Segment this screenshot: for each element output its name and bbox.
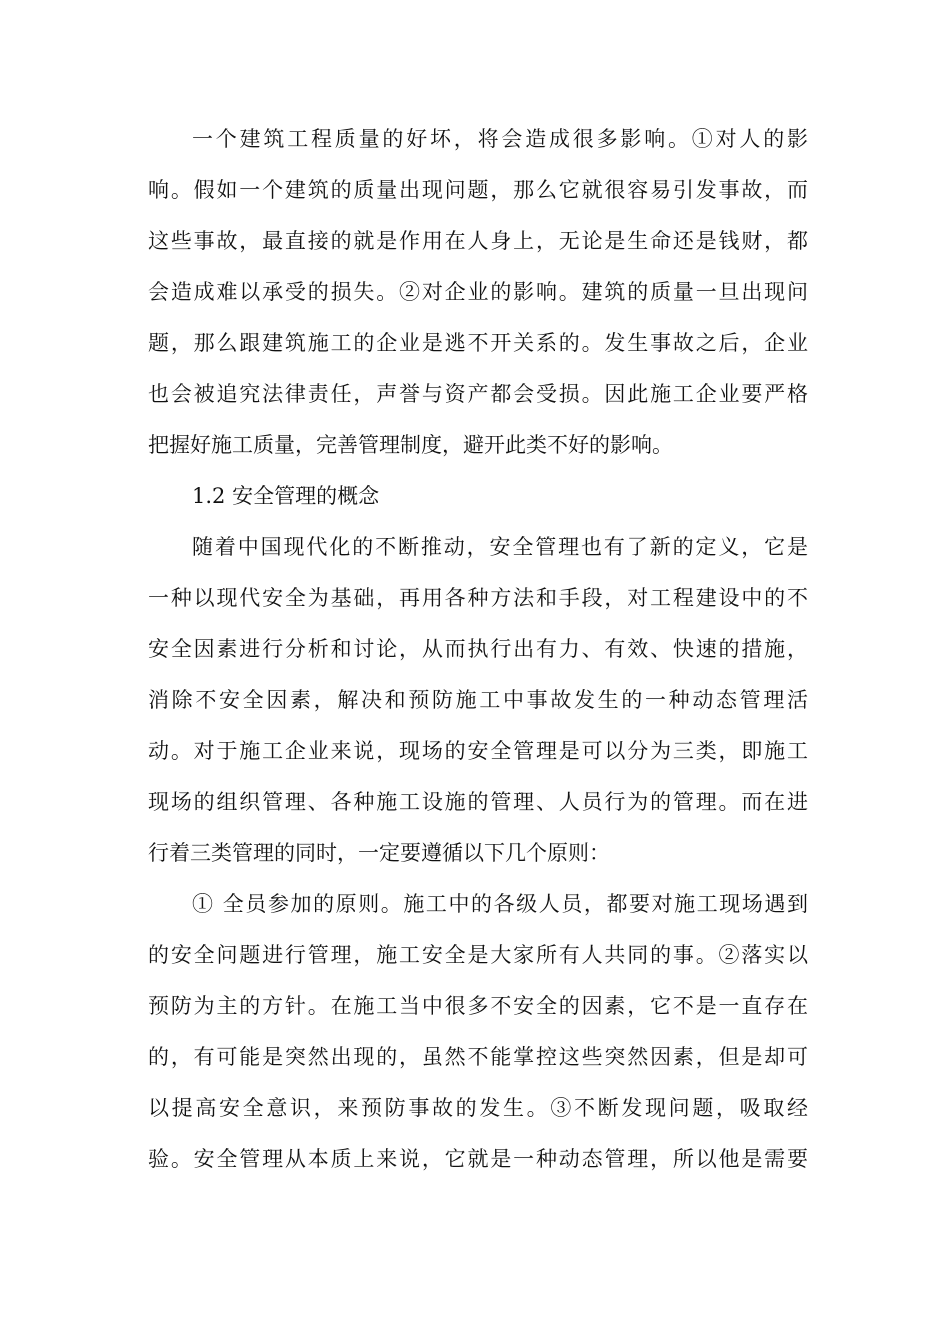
paragraph-line: 响。假如一个建筑的质量出现问题，那么它就很容易引发事故，而 bbox=[148, 178, 808, 202]
paragraph-line: 现场的组织管理、各种施工设施的管理、人员行为的管理。而在进 bbox=[148, 790, 808, 814]
paragraph-line: 题，那么跟建筑施工的企业是逃不开关系的。发生事故之后，企业 bbox=[148, 331, 808, 355]
paragraph-line: 也会被追究法律责任，声誉与资产都会受损。因此施工企业要严格 bbox=[148, 382, 808, 406]
section-heading: 1.2 安全管理的概念 bbox=[192, 484, 380, 508]
paragraph-line: 把握好施工质量，完善管理制度，避开此类不好的影响。 bbox=[148, 433, 673, 457]
paragraph-line: 预防为主的方针。在施工当中很多不安全的因素，它不是一直存在 bbox=[148, 994, 808, 1018]
paragraph-line: 安全因素进行分析和讨论，从而执行出有力、有效、快速的措施， bbox=[148, 637, 808, 661]
document-body bbox=[148, 117, 808, 1188]
paragraph-line: 验。安全管理从本质上来说，它就是一种动态管理，所以他是需要 bbox=[148, 1147, 808, 1171]
paragraph-line: 消除不安全因素，解决和预防施工中事故发生的一种动态管理活 bbox=[148, 688, 808, 712]
paragraph-line: 的安全问题进行管理，施工安全是大家所有人共同的事。②落实以 bbox=[148, 943, 808, 967]
paragraph-quality-impact bbox=[148, 117, 808, 474]
paragraph-safety-definition bbox=[148, 525, 808, 882]
paragraph-line: 一个建筑工程质量的好坏，将会造成很多影响。①对人的影 bbox=[192, 127, 808, 151]
paragraph-line: 这些事故，最直接的就是作用在人身上，无论是生命还是钱财，都 bbox=[148, 229, 808, 253]
paragraph-line: 会造成难以承受的损失。②对企业的影响。建筑的质量一旦出现问 bbox=[148, 280, 808, 304]
paragraph-line: 以提高安全意识，来预防事故的发生。③不断发现问题，吸取经 bbox=[148, 1096, 808, 1120]
paragraph-line: 一种以现代安全为基础，再用各种方法和手段，对工程建设中的不 bbox=[148, 586, 808, 610]
paragraph-safety-principles bbox=[148, 882, 808, 1188]
paragraph-line: 随着中国现代化的不断推动，安全管理也有了新的定义，它是 bbox=[192, 535, 808, 559]
paragraph-line: 行着三类管理的同时，一定要遵循以下几个原则： bbox=[148, 841, 610, 865]
paragraph-line: 动。对于施工企业来说，现场的安全管理是可以分为三类，即施工 bbox=[148, 739, 808, 763]
paragraph-line: ① 全员参加的原则。施工中的各级人员，都要对施工现场遇到 bbox=[192, 892, 808, 916]
paragraph-line: 的，有可能是突然出现的，虽然不能掌控这些突然因素，但是却可 bbox=[148, 1045, 808, 1069]
